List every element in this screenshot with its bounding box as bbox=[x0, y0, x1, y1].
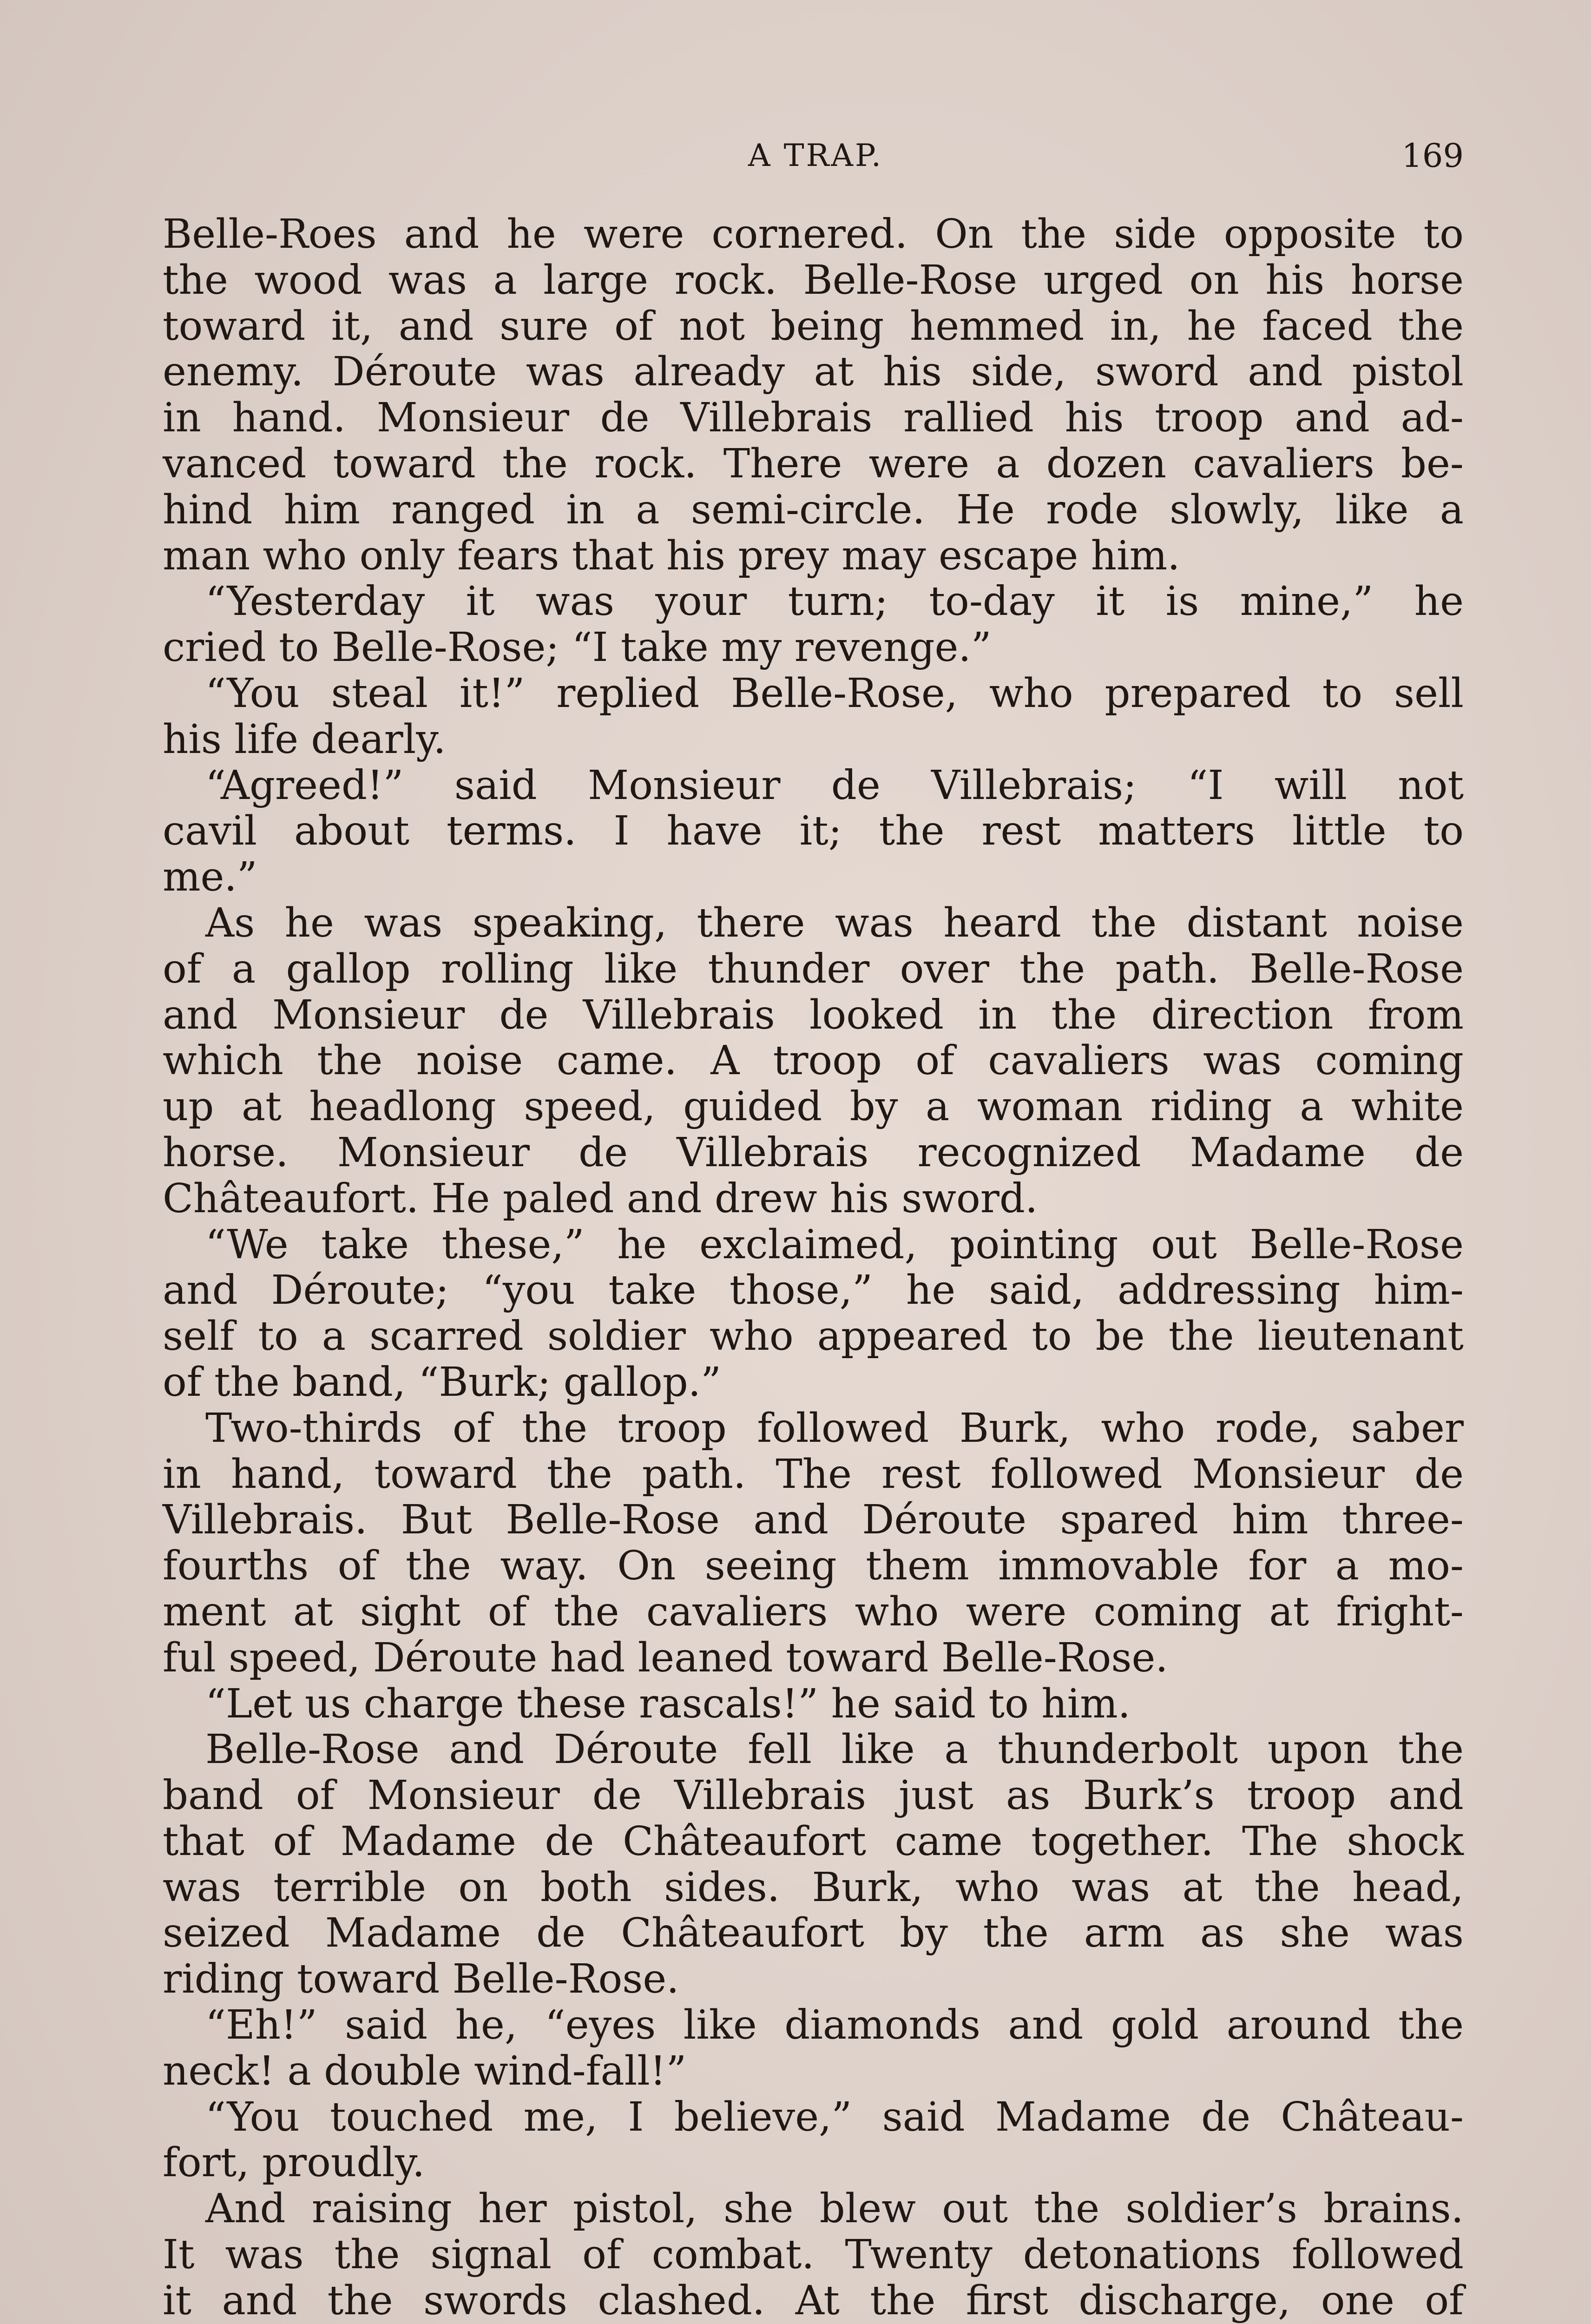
text-line: horse. Monsieur de Villebrais recognized Madame de bbox=[163, 1129, 1464, 1176]
text-line: self to a scarred soldier who appeared to be the lieutenant bbox=[163, 1313, 1464, 1360]
text-line: the wood was a large rock. Belle-Rose urged on his horse bbox=[163, 257, 1464, 304]
text-line: ful speed, Déroute had leaned toward Belle-Rose. bbox=[163, 1634, 1168, 1681]
text-line: me.” bbox=[163, 854, 257, 901]
text-line: enemy. Déroute was already at his side, sword and pistol bbox=[163, 349, 1464, 396]
text-line: cried to Belle-Rose; “I take my revenge.” bbox=[163, 624, 992, 671]
text-line: Châteaufort. He paled and drew his sword. bbox=[163, 1175, 1038, 1222]
text-line: man who only fears that his prey may escape him. bbox=[163, 532, 1180, 579]
text-line: in hand. Monsieur de Villebrais rallied his troop and ad- bbox=[163, 395, 1464, 442]
text-line: of a gallop rolling like thunder over the path. Belle-Rose bbox=[163, 945, 1464, 992]
text-line: hind him ranged in a semi-circle. He rode slowly, like a bbox=[163, 486, 1464, 533]
text-line: “We take these,” he exclaimed, pointing out Belle-Rose bbox=[205, 1221, 1464, 1268]
text-line: was terrible on both sides. Burk, who was at the head, bbox=[163, 1864, 1464, 1911]
text-line: which the noise came. A troop of cavaliers was coming bbox=[163, 1037, 1464, 1084]
text-line: Belle-Roes and he were cornered. On the side opposite to bbox=[163, 211, 1464, 257]
body-text bbox=[163, 211, 1464, 2324]
text-line: fort, proudly. bbox=[163, 2139, 425, 2186]
text-line: Villebrais. But Belle-Rose and Déroute spared him three- bbox=[163, 1497, 1464, 1544]
text-line: “Yesterday it was your turn; to-day it is mine,” he bbox=[205, 578, 1464, 625]
running-title: A TRAP. bbox=[748, 138, 883, 173]
text-line: Two-thirds of the troop followed Burk, who rode, saber bbox=[205, 1405, 1464, 1452]
text-line: cavil about terms. I have it; the rest matters little to bbox=[163, 808, 1464, 855]
text-line: vanced toward the rock. There were a dozen cavaliers be- bbox=[163, 440, 1464, 487]
text-line: “You touched me, I believe,” said Madame de Château- bbox=[205, 2093, 1464, 2140]
text-line: And raising her pistol, she blew out the soldier’s brains. bbox=[205, 2185, 1464, 2232]
text-line: toward it, and sure of not being hemmed in, he faced the bbox=[163, 303, 1464, 350]
text-line: As he was speaking, there was heard the distant noise bbox=[205, 899, 1464, 946]
text-line: “Agreed!” said Monsieur de Villebrais; “I will not bbox=[205, 762, 1464, 809]
text-line: his life dearly. bbox=[163, 716, 446, 763]
text-line: seized Madame de Châteaufort by the arm as she was bbox=[163, 1910, 1464, 1957]
text-line: “Let us charge these rascals!” he said to him. bbox=[205, 1680, 1131, 1727]
text-line: It was the signal of combat. Twenty detonations followed bbox=[163, 2232, 1464, 2278]
text-line: that of Madame de Châteaufort came together. The shock bbox=[163, 1818, 1464, 1865]
text-line: in hand, toward the path. The rest followed Monsieur de bbox=[163, 1451, 1464, 1498]
text-line: Belle-Rose and Déroute fell like a thunderbolt upon the bbox=[205, 1726, 1464, 1773]
text-line: and Déroute; “you take those,” he said, addressing him- bbox=[163, 1267, 1464, 1314]
text-line: of the band, “Burk; gallop.” bbox=[163, 1359, 722, 1406]
text-line: “Eh!” said he, “eyes like diamonds and gold around the bbox=[205, 2002, 1464, 2049]
page-number: 169 bbox=[1401, 137, 1464, 175]
text-line: ment at sight of the cavaliers who were coming at fright- bbox=[163, 1588, 1464, 1635]
text-line: “You steal it!” replied Belle-Rose, who prepared to sell bbox=[205, 670, 1464, 717]
text-line: neck! a double wind-fall!” bbox=[163, 2047, 687, 2094]
text-line: up at headlong speed, guided by a woman riding a white bbox=[163, 1083, 1464, 1130]
page-header bbox=[167, 130, 1464, 181]
text-line: it and the swords clashed. At the first discharge, one of bbox=[163, 2277, 1464, 2324]
text-line: riding toward Belle-Rose. bbox=[163, 1956, 679, 2003]
text-line: and Monsieur de Villebrais looked in the direction from bbox=[163, 991, 1464, 1038]
text-line: fourths of the way. On seeing them immovable for a mo- bbox=[163, 1543, 1464, 1590]
text-line: band of Monsieur de Villebrais just as Burk’s troop and bbox=[163, 1772, 1464, 1819]
